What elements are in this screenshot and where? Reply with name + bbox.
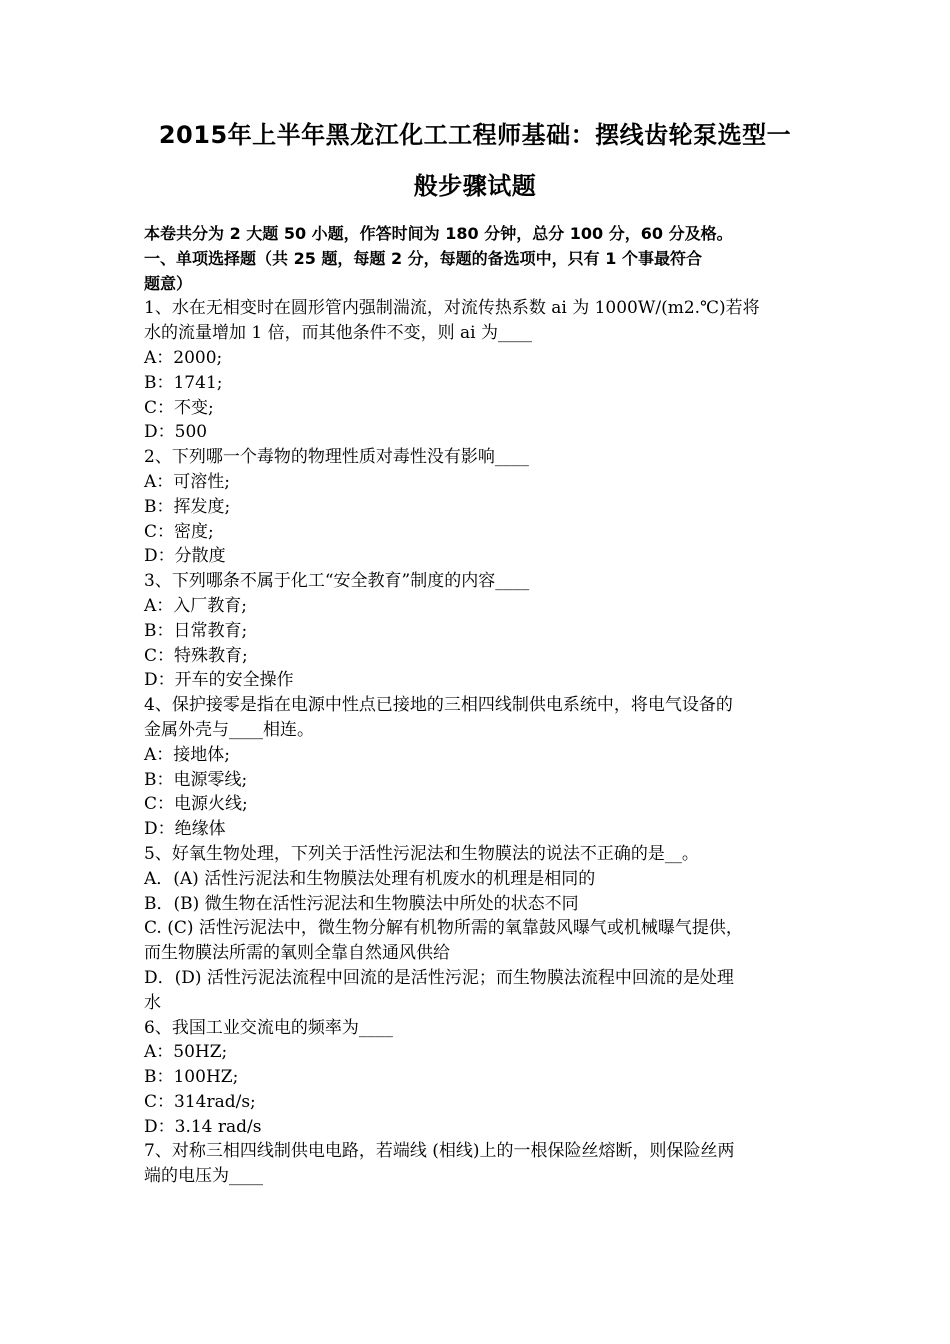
question-5-option-a: A．(A) 活性污泥法和生物膜法处理有机废水的机理是相同的 <box>144 868 596 889</box>
question-4-option-b: B：电源零线; <box>144 769 248 790</box>
question-5-option-b: B．(B) 微生物在活性污泥法和生物膜法中所处的状态不同 <box>144 893 579 914</box>
question-1-option-c: C：不变; <box>144 397 214 418</box>
question-6-option-a: A：50HZ; <box>144 1042 228 1063</box>
question-6-option-c: C：314rad/s; <box>144 1091 256 1112</box>
question-6-option-b: B：100HZ; <box>144 1067 239 1088</box>
question-1-stem: 1、水在无相变时在圆形管内强制湍流，对流传热系数 ai 为 1000W/(m2.℃)若将 <box>144 298 760 319</box>
question-6-option-d: D：3.14 rad/s <box>144 1116 262 1137</box>
document-title-line-1: 2015年上半年黑龙江化工工程师基础：摆线齿轮泵选型一 <box>158 121 792 149</box>
question-5-option-c-continued: 而生物膜法所需的氧则全靠自然通风供给 <box>144 943 450 964</box>
question-4-option-d: D：绝缘体 <box>144 819 226 840</box>
question-5-option-c: C. (C) 活性污泥法中，微生物分解有机物所需的氧靠鼓风曝气或机械曝气提供， <box>144 918 743 939</box>
question-2-stem: 2、下列哪一个毒物的物理性质对毒性没有影响____ <box>144 447 529 468</box>
question-1-option-b: B：1741; <box>144 372 223 393</box>
question-7-stem-continued: 端的电压为____ <box>144 1166 263 1187</box>
question-4-stem-continued: 金属外壳与____相连。 <box>144 719 314 740</box>
question-6-stem: 6、我国工业交流电的频率为____ <box>144 1017 393 1038</box>
question-5-option-d-continued: 水 <box>144 992 161 1013</box>
document-title-line-2: 般步骤试题 <box>413 172 537 200</box>
question-2-option-c: C：密度; <box>144 521 214 542</box>
question-1-option-d: D：500 <box>144 422 208 443</box>
question-3-option-c: C：特殊教育; <box>144 645 248 666</box>
question-5-stem: 5、好氧生物处理，下列关于活性污泥法和生物膜法的说法不正确的是__。 <box>144 843 699 864</box>
question-1-stem-continued: 水的流量增加 1 倍，而其他条件不变，则 ai 为____ <box>144 323 533 344</box>
question-2-option-a: A：可溶性; <box>144 471 231 492</box>
section-heading-continued: 题意） <box>144 273 193 293</box>
question-3-option-d: D：开车的安全操作 <box>144 670 294 691</box>
question-3-option-b: B：日常教育; <box>144 620 248 641</box>
question-7-stem: 7、对称三相四线制供电电路，若端线 (相线)上的一根保险丝熔断，则保险丝两 <box>144 1141 735 1162</box>
question-3-stem: 3、下列哪条不属于化工“安全教育”制度的内容____ <box>144 571 530 592</box>
document-body <box>144 222 808 1189</box>
question-4-option-a: A：接地体; <box>144 744 231 765</box>
section-heading: 一、单项选择题（共 25 题，每题 2 分，每题的备选项中，只有 1 个事最符合 <box>144 248 702 268</box>
question-2-option-d: D：分散度 <box>144 546 226 567</box>
question-3-option-a: A：入厂教育; <box>144 595 248 616</box>
question-2-option-b: B：挥发度; <box>144 496 231 517</box>
exam-intro: 本卷共分为 2 大题 50 小题，作答时间为 180 分钟，总分 100 分，60 分及格。 <box>144 224 733 243</box>
question-5-option-d: D．(D) 活性污泥法流程中回流的是活性污泥；而生物膜法流程中回流的是处理 <box>144 967 734 988</box>
question-1-option-a: A：2000; <box>144 347 223 368</box>
question-4-stem: 4、保护接零是指在电源中性点已接地的三相四线制供电系统中，将电气设备的 <box>144 695 733 716</box>
question-4-option-c: C：电源火线; <box>144 794 248 815</box>
